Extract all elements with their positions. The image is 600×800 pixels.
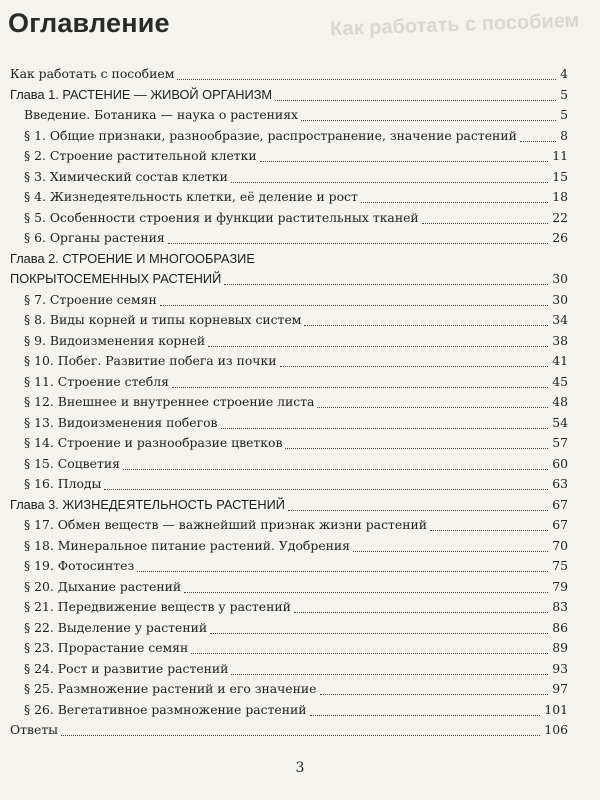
toc-leader-dots: [310, 714, 540, 716]
toc-page-number: 48: [552, 394, 568, 409]
toc-entry-label: § 1. Общие признаки, разнообразие, распространение, значение растений: [24, 127, 517, 143]
toc-leader-dots: [301, 119, 556, 121]
toc-entry[interactable]: [0, 474, 600, 494]
toc-page-number: 86: [552, 619, 568, 635]
toc-entry[interactable]: [0, 331, 600, 351]
toc-page-number: 67: [552, 496, 568, 512]
toc-page-number: 26: [552, 230, 568, 245]
toc-entry[interactable]: [0, 105, 600, 125]
bleed-through-text: Как работать с пособием: [329, 9, 580, 41]
toc-page-number: 8: [560, 127, 568, 143]
toc-page-number: 4: [560, 66, 568, 81]
toc-page-number: 67: [552, 517, 568, 532]
toc-entry-label: § 12. Внешнее и внутреннее строение листа: [24, 394, 315, 409]
toc-entry-label: § 2. Строение растительной клетки: [24, 148, 257, 163]
toc-page-number: 5: [560, 107, 568, 122]
toc-entry-label: § 24. Рост и развитие растений: [24, 660, 229, 676]
toc-page-number: 30: [552, 291, 568, 307]
toc-leader-dots: [260, 160, 548, 162]
toc-entry[interactable]: [0, 64, 600, 84]
toc-leader-dots: [280, 365, 548, 367]
toc-entry[interactable]: [0, 536, 600, 556]
toc-leader-dots: [177, 78, 556, 80]
page-number: 3: [295, 760, 305, 776]
toc-entry-label: Ответы: [10, 722, 59, 737]
toc-entry[interactable]: [0, 700, 600, 720]
toc-entry-label: Как работать с пособием: [10, 66, 175, 81]
toc-page-number: 34: [552, 312, 568, 327]
toc-entry-label: § 16. Плоды: [24, 476, 102, 491]
toc-entry-label: Глава 2. СТРОЕНИЕ И МНОГООБРАЗИЕ: [10, 250, 255, 266]
toc-entry-label: Введение. Ботаника — наука о растениях: [24, 107, 298, 122]
toc-entry[interactable]: [0, 187, 600, 207]
toc-entry-label: Глава 3. ЖИЗНЕДЕЯТЕЛЬНОСТЬ РАСТЕНИЙ: [10, 496, 285, 512]
toc-entry[interactable]: [0, 556, 600, 576]
toc-entry[interactable]: [0, 392, 600, 412]
toc-leader-dots: [320, 693, 548, 695]
toc-leader-dots: [430, 529, 548, 531]
toc-page-number: 54: [552, 414, 568, 430]
toc-page-number: 93: [552, 660, 568, 676]
toc-entry[interactable]: [0, 659, 600, 679]
toc-entry-label: § 21. Передвижение веществ у растений: [24, 599, 291, 614]
toc-chapter-entry[interactable]: [0, 249, 600, 289]
toc-page-number: 89: [552, 640, 568, 655]
toc-page-number: 57: [552, 435, 568, 450]
toc-leader-dots: [288, 509, 548, 511]
toc-page-number: 5: [560, 86, 568, 102]
toc-entry[interactable]: [0, 167, 600, 187]
toc-entry[interactable]: [0, 290, 600, 310]
toc-page-number: 70: [552, 537, 568, 553]
toc-page-number: 15: [552, 168, 568, 184]
toc-page-number: 60: [552, 455, 568, 471]
toc-entry-label: § 19. Фотосинтез: [24, 558, 135, 573]
toc-entry[interactable]: [0, 413, 600, 433]
toc-leader-dots: [231, 181, 548, 183]
toc-page-number: 45: [552, 373, 568, 389]
toc-entry-label: § 7. Строение семян: [24, 291, 157, 307]
toc-leader-dots: [520, 140, 556, 142]
toc-entry-label: § 13. Видоизменения побегов: [24, 414, 218, 430]
toc-entry[interactable]: [0, 208, 600, 228]
toc-page-number: 75: [552, 558, 568, 573]
toc-page-number: 106: [544, 722, 568, 737]
toc-page-number: 79: [552, 578, 568, 594]
toc-entry[interactable]: [0, 351, 600, 371]
toc-entry-label: § 10. Побег. Развитие побега из почки: [24, 353, 277, 368]
toc-entry-label: § 4. Жизнедеятельность клетки, её деление и рост: [24, 189, 358, 204]
toc-page-number: 30: [552, 270, 568, 286]
page-title: Оглавление: [8, 8, 170, 38]
toc-leader-dots: [422, 222, 548, 224]
toc-leader-dots: [208, 345, 548, 347]
toc-leader-dots: [168, 242, 548, 244]
toc-leader-dots: [285, 447, 548, 449]
toc-leader-dots: [160, 304, 548, 306]
toc-entry-label: § 6. Органы растения: [24, 230, 165, 245]
toc-entry[interactable]: [0, 597, 600, 617]
toc-entry-label: § 8. Виды корней и типы корневых систем: [24, 312, 302, 327]
toc-leader-dots: [353, 550, 548, 552]
toc-leader-dots: [191, 652, 548, 654]
toc-entry-label: § 20. Дыхание растений: [24, 578, 182, 594]
toc-leader-dots: [172, 386, 548, 388]
toc-leader-dots: [231, 673, 548, 675]
toc-page-number: 101: [544, 701, 568, 717]
toc-page-number: 18: [552, 189, 568, 204]
toc-leader-dots: [123, 468, 548, 470]
toc-entry-label: § 9. Видоизменения корней: [24, 332, 206, 348]
toc-leader-dots: [137, 570, 548, 572]
toc-chapter-entry[interactable]: [0, 495, 600, 515]
toc-leader-dots: [184, 591, 548, 593]
toc-entry[interactable]: [0, 126, 600, 146]
toc-entry[interactable]: [0, 372, 600, 392]
toc-entry-label: § 22. Выделение у растений: [24, 619, 208, 635]
toc-entry-label: § 15. Соцветия: [24, 455, 120, 471]
toc-leader-dots: [221, 427, 548, 429]
toc-entry[interactable]: [0, 146, 600, 166]
toc-entry-label: Глава 1. РАСТЕНИЕ — ЖИВОЙ ОРГАНИЗМ: [10, 86, 273, 102]
toc-page-number: 41: [552, 353, 568, 368]
toc-leader-dots: [294, 611, 548, 613]
toc-entry-label: § 11. Строение стебля: [24, 373, 169, 389]
toc-leader-dots: [210, 632, 548, 634]
toc-entry[interactable]: [0, 577, 600, 597]
toc-page-number: 63: [552, 476, 568, 491]
toc-leader-dots: [275, 99, 556, 101]
toc-entry-label: § 26. Вегетативное размножение растений: [24, 701, 307, 717]
toc-leader-dots: [224, 283, 548, 285]
toc-page-number: 38: [552, 332, 568, 348]
toc-entry[interactable]: [0, 310, 600, 330]
toc-page-number: 97: [552, 681, 568, 696]
toc-entry-label: § 14. Строение и разнообразие цветков: [24, 435, 283, 450]
toc-entry[interactable]: [0, 228, 600, 248]
toc-entry[interactable]: [0, 679, 600, 699]
toc-entry-label: § 23. Прорастание семян: [24, 640, 189, 655]
toc-page-number: 83: [552, 599, 568, 614]
toc-chapter-entry[interactable]: [0, 85, 600, 105]
toc-entry[interactable]: [0, 454, 600, 474]
toc-page-number: 22: [552, 209, 568, 225]
toc-leader-dots: [304, 324, 548, 326]
toc-entry[interactable]: [0, 618, 600, 638]
toc-entry[interactable]: [0, 515, 600, 535]
toc-entry-label: § 3. Химический состав клетки: [24, 168, 228, 184]
toc-entry-label: § 25. Размножение растений и его значение: [24, 681, 317, 696]
toc-entry[interactable]: [0, 433, 600, 453]
toc-entry-label: § 5. Особенности строения и функции растительных тканей: [24, 209, 419, 225]
toc-entry[interactable]: [0, 720, 600, 740]
toc-entry-label: § 18. Минеральное питание растений. Удобрения: [24, 537, 350, 553]
toc-page-number: 11: [552, 148, 568, 163]
toc-entry[interactable]: [0, 638, 600, 658]
toc-entry-label-continued: ПОКРЫТОСЕМЕННЫХ РАСТЕНИЙ: [10, 270, 222, 286]
toc-entry-label: § 17. Обмен веществ — важнейший признак жизни растений: [24, 517, 427, 532]
toc-leader-dots: [361, 201, 548, 203]
toc-leader-dots: [104, 488, 548, 490]
toc-leader-dots: [317, 406, 548, 408]
toc-leader-dots: [61, 734, 540, 736]
